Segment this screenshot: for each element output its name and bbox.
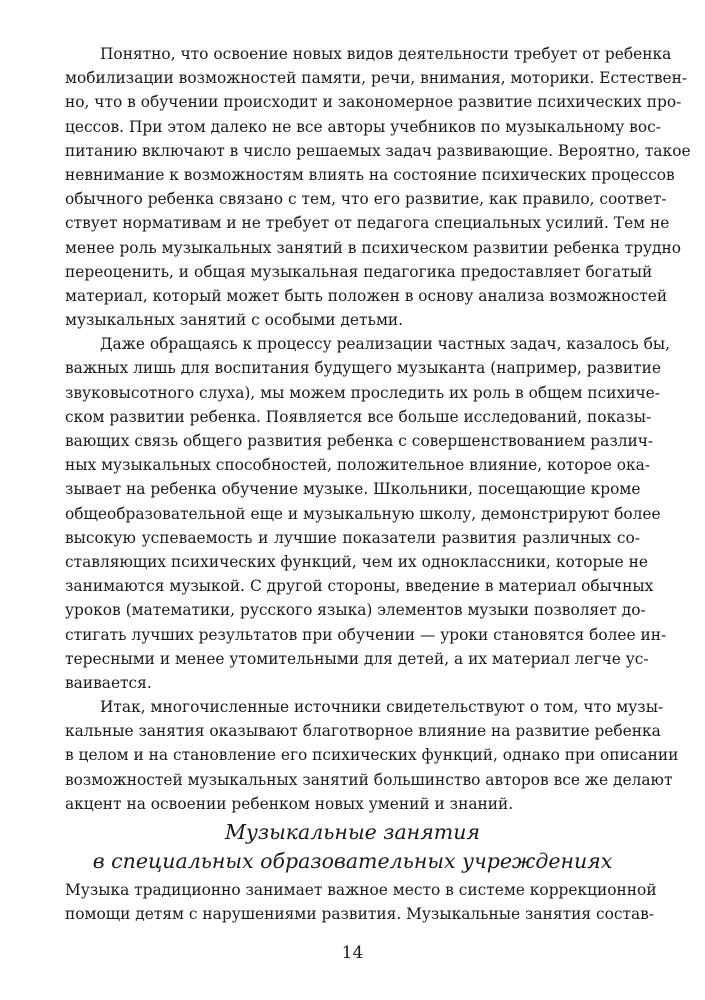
text-line: акцент на освоении ребенком новых умений и знаний. [65,794,514,813]
text-line: в целом и на становление его психических функций, однако при описании [65,746,679,765]
text-line: переоценить, и общая музыкальная педагогика предоставляет богатый [65,262,653,281]
text-line: помощи детям с нарушениями развития. Музыкальные занятия состав- [65,905,655,924]
section-heading-line-1: Музыкальные занятия [225,820,480,844]
text-line: невнимание к возможностям влиять на состояние психических процессов [65,165,675,184]
text-line: Итак, многочисленные источники свидетельствуют о том, что музы- [100,698,664,717]
text-line: возможностей музыкальных занятий большинство авторов все же делают [65,770,673,789]
text-line: ных музыкальных способностей, положительное влияние, которое ока- [65,456,651,475]
text-line: кальные занятия оказывают благотворное влияние на развитие ребенка [65,722,661,741]
text-line: стигать лучших результатов при обучении — уроки становятся более ин- [65,625,667,644]
section-heading-line-2: в специальных образовательных учреждениях [92,849,613,873]
text-line: обычного ребенка связано с тем, что его развитие, как правило, соответ- [65,190,667,209]
text-line: общеобразовательной еще и музыкальную школу, демонстрируют более [65,504,661,523]
paragraph-1 [65,42,691,332]
text-line: звуковысотного слуха), мы можем проследить их роль в общем психиче- [65,383,660,402]
text-line: ском развитии ребенка. Появляется все больше исследований, показы- [65,407,652,426]
text-line: менее роль музыкальных занятий в психическом развитии ребенка трудно [65,238,682,257]
text-line: вающих связь общего развития ребенка с совершенствованием различ- [65,432,654,450]
paragraph-2 [65,332,671,695]
text-line: Музыка традиционно занимает важное место в системе коррекционной [65,881,657,899]
text-line: ставляющих психических функций, чем их одноклассники, которые не [65,552,648,571]
text-line: ваивается. [65,673,152,692]
section-intro-text [65,878,657,926]
text-line: занимаются музыкой. С другой стороны, введение в материал обычных [65,577,654,596]
paragraph-3 [65,695,679,816]
text-line: материал, который может быть положен в основу анализа возможностей [65,286,668,305]
text-line: мобилизации возможностей памяти, речи, внимания, моторики. Естествен- [65,69,688,88]
text-line: цессов. При этом далеко не все авторы учебников по музыкальному вос- [65,117,661,136]
text-line: уроков (математики, русского языка) элементов музыки позволяет до- [65,601,646,620]
text-line: музыкальных занятий с особыми детьми. [65,311,404,330]
text-line: тересными и менее утомительными для детей, а их материал легче ус- [65,649,649,668]
section-heading [65,818,640,876]
main-text [65,42,691,816]
text-line: питанию включают в число решаемых задач развивающие. Вероятно, такое [65,141,691,160]
text-line: ствует нормативам и не требует от педагога специальных усилий. Тем не [65,214,670,233]
text-line: Даже обращаясь к процессу реализации частных задач, казалось бы, [100,335,671,354]
page-number: 14 [341,943,364,963]
text-line: зывает на ребенка обучение музыке. Школьники, посещающие кроме [65,480,641,499]
text-line: важных лишь для воспитания будущего музыканта (например, развитие [65,359,661,378]
text-line: высокую успеваемость и лучшие показатели развития различных со- [65,528,640,547]
text-line: но, что в обучении происходит и закономерное развитие психических про- [65,93,682,112]
text-line: Понятно, что освоение новых видов деятельности требует от ребенка [100,45,672,63]
